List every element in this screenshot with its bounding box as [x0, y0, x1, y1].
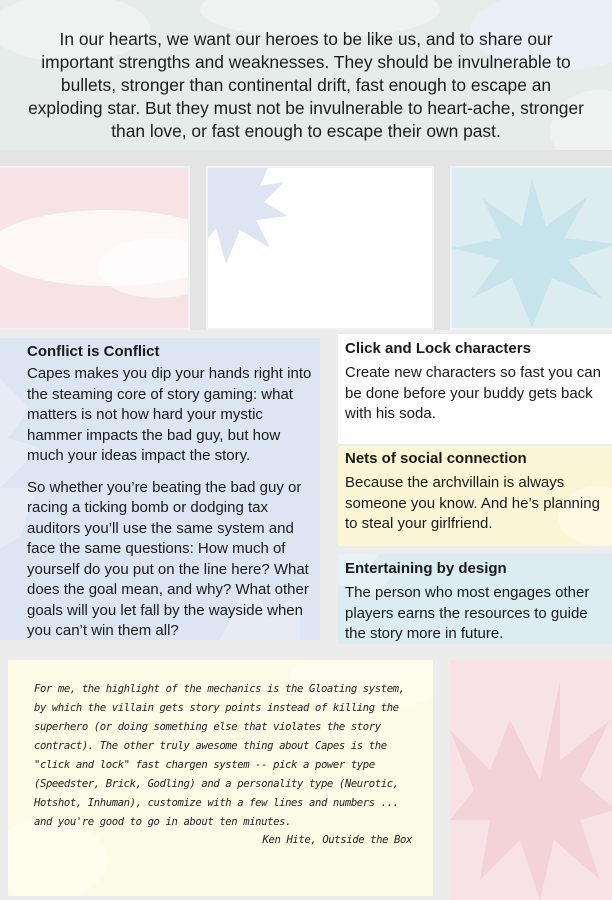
feature-heading: Entertaining by design	[345, 560, 507, 577]
conflict-paragraph-2: So whether you’re beating the bad guy or racing a ticking bomb or dodging tax auditors you’ll use the same system and face the same questions: How much of yourself do you put on the line here? What does the goal mean, and why? What other goals will you let fall by the wayside when you can’t win them all?	[27, 478, 309, 639]
quote-attribution: Ken Hite, Outside the Box	[262, 834, 412, 846]
starburst-art	[450, 660, 612, 900]
cloud-art	[0, 168, 190, 330]
conflict-heading: Conflict is Conflict	[27, 343, 160, 360]
feature-section-1	[345, 340, 607, 425]
comic-frame-cyan	[450, 166, 612, 330]
conflict-paragraph-1: Capes makes you dip your hands right into the steaming core of story gaming: what matters is not how hard your mystic hammer impacts the bad guy, but how much your ideas impact the story.	[27, 365, 312, 464]
comic-frame-pink-bottom	[450, 660, 612, 900]
starburst-art	[208, 168, 434, 330]
comic-frames-row	[0, 150, 612, 330]
comic-frame-white	[206, 166, 434, 330]
feature-body: The person who most engages other players earns the resources to guide the story more in future.	[345, 584, 590, 642]
feature-section-3	[345, 560, 607, 645]
feature-section-2	[345, 450, 607, 535]
feature-heading: Click and Lock characters	[345, 340, 531, 357]
intro-text: In our hearts, we want our heroes to be like us, and to share our important strengths and weaknesses. They should be invulnerable to bullets, stronger than continental drift, fast enough to escape an exploding star. But they must not be invulnerable to heart-ache, stronger than love, or fast enough to escape their own past.	[28, 29, 584, 141]
conflict-section	[27, 343, 317, 642]
feature-heading: Nets of social connection	[345, 450, 527, 467]
feature-body: Create new characters so fast you can be done before your buddy gets back with his soda.	[345, 364, 601, 422]
intro-panel	[0, 0, 612, 150]
quote-text: For me, the highlight of the mechanics is the Gloating system, by which the villain gets story points instead of killing the superhero (or doing something else that violates the story contract). The other truly awesome thing about Capes is the "click and lock" fast chargen system -- pick a power type (Speedster, Brick, Godling) and a personality type (Neurotic, Hotshot, Inhuman), customize with a few lines and numbers ... and you're good to go in about ten minutes.	[34, 683, 405, 828]
starburst-art	[452, 168, 612, 330]
feature-body: Because the archvillain is always someone you know. And he’s planning to steal your girlfriend.	[345, 474, 600, 532]
comic-frame-pink	[0, 166, 190, 330]
